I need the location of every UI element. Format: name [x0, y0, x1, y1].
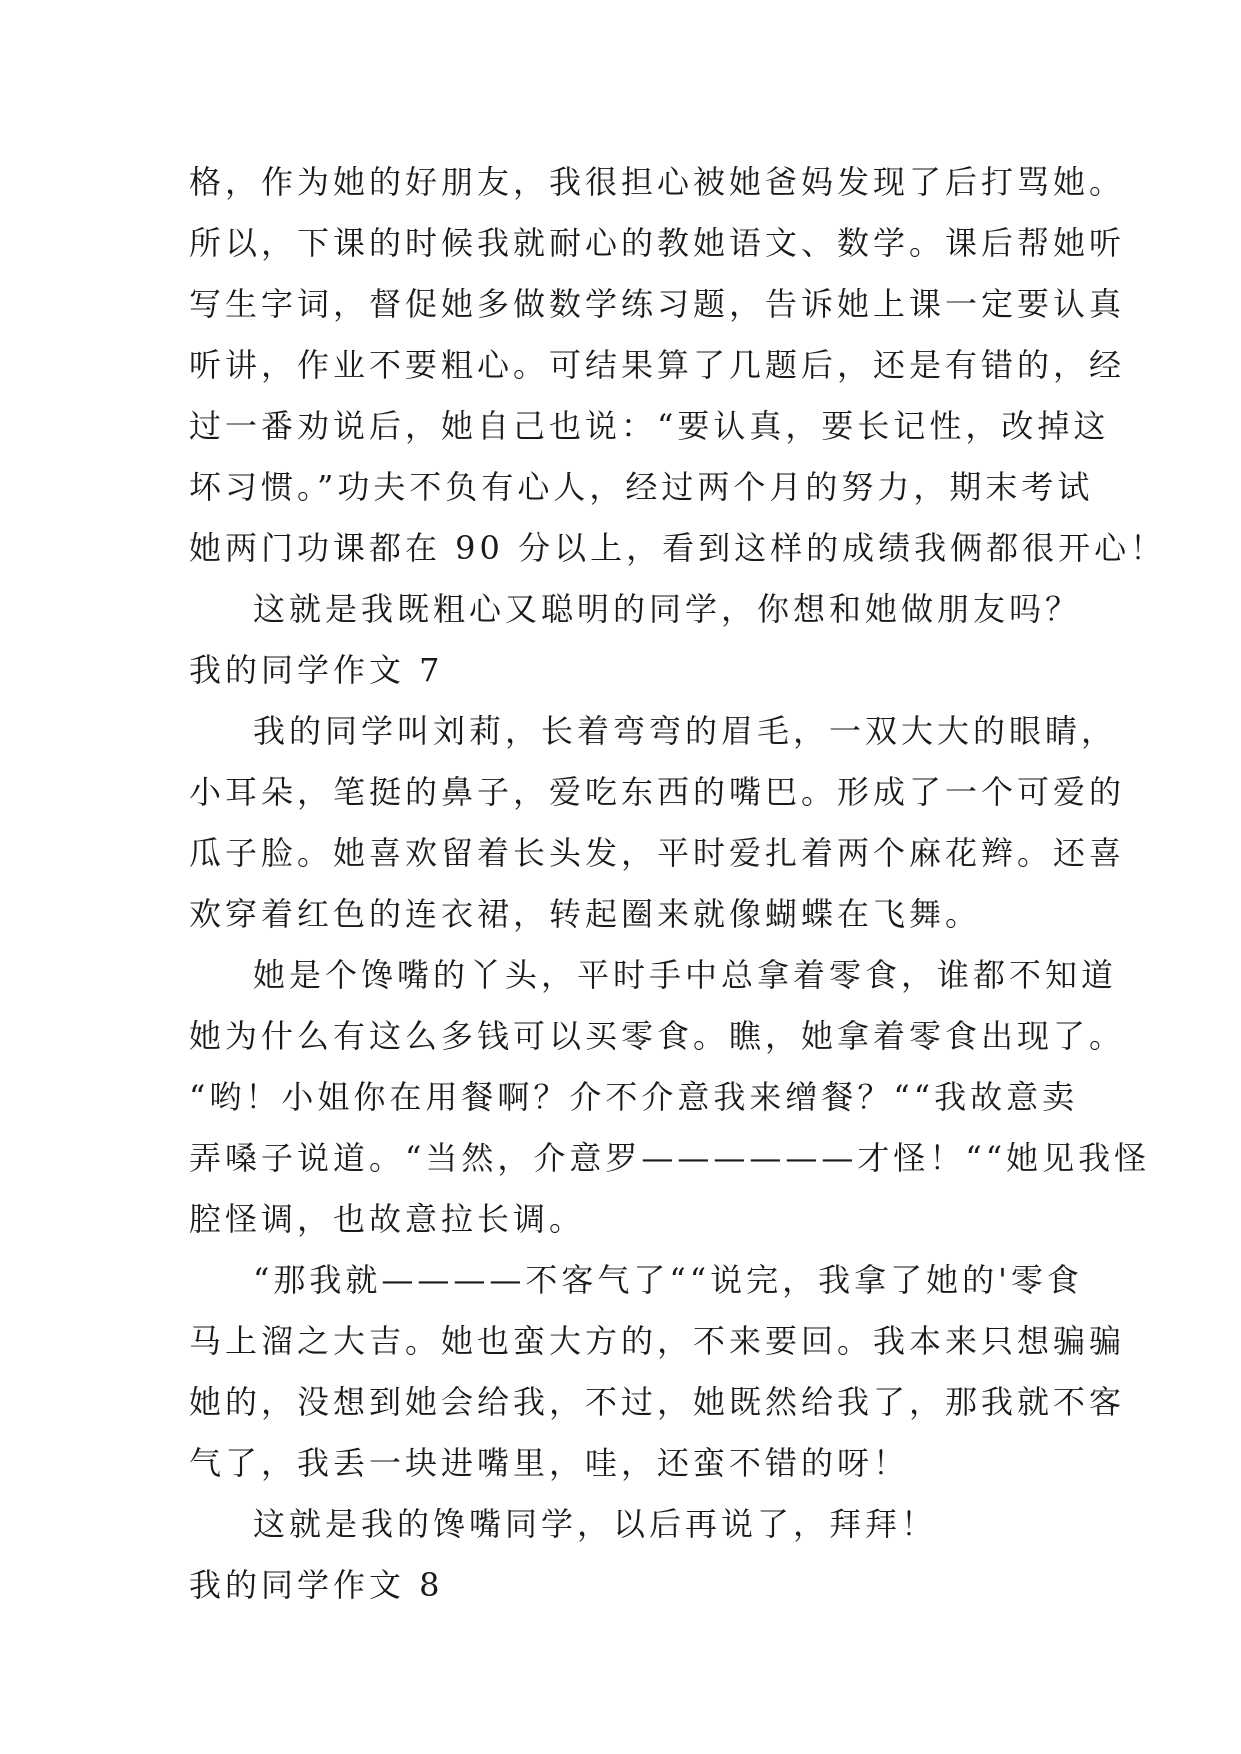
text-line: 瓜子脸。她喜欢留着长头发，平时爱扎着两个麻花辫。还喜 [189, 834, 1126, 872]
text-line: 她是个馋嘴的丫头，平时手中总拿着零食，谁都不知道 [253, 956, 1118, 994]
text-line: 过一番劝说后，她自己也说：“要认真，要长记性，改掉这 [189, 407, 1110, 445]
section-heading: 我的同学作文 7 [189, 651, 444, 689]
text-line: 坏习惯。”功夫不负有心人，经过两个月的努力，期末考试 [189, 468, 1094, 506]
text-line: 小耳朵，笔挺的鼻子，爱吃东西的嘴巴。形成了一个可爱的 [189, 773, 1126, 811]
text-line: 这就是我的馋嘴同学，以后再说了，拜拜！ [253, 1505, 938, 1543]
text-line: 我的同学叫刘莉，长着弯弯的眉毛，一双大大的眼睛， [253, 712, 1118, 750]
text-line: 所以，下课的时候我就耐心的教她语文、数学。课后帮她听 [189, 224, 1126, 262]
text-line: 马上溜之大吉。她也蛮大方的，不来要回。我本来只想骗骗 [189, 1322, 1126, 1360]
section-heading: 我的同学作文 8 [189, 1566, 444, 1604]
text-line: 她的，没想到她会给我，不过，她既然给我了，那我就不客 [189, 1383, 1126, 1421]
text-line: “哟！小姐你在用餐啊？介不介意我来缯餐？““我故意卖 [189, 1078, 1079, 1116]
text-line: 格，作为她的好朋友，我很担心被她爸妈发现了后打骂她。 [189, 163, 1126, 201]
text-line: 听讲，作业不要粗心。可结果算了几题后，还是有错的，经 [189, 346, 1126, 384]
text-line: 她为什么有这么多钱可以买零食。瞧，她拿着零食出现了。 [189, 1017, 1126, 1055]
text-line: 欢穿着红色的连衣裙，转起圈来就像蝴蝶在飞舞。 [189, 895, 982, 933]
document-body [189, 152, 1167, 1616]
text-line: 腔怪调，也故意拉长调。 [189, 1200, 586, 1238]
text-line: 这就是我既粗心又聪明的同学，你想和她做朋友吗？ [253, 590, 1082, 628]
text-line: 气了，我丢一块进嘴里，哇，还蛮不错的呀！ [189, 1444, 910, 1482]
text-line: “那我就————不客气了““说完，我拿了她的'零食 [253, 1261, 1083, 1299]
text-line: 写生字词，督促她多做数学练习题，告诉她上课一定要认真 [189, 285, 1126, 323]
text-line: 弄嗓子说道。“当然，介意罗——————才怪！““她见我怪 [189, 1139, 1151, 1177]
text-line: 她两门功课都在 90 分以上，看到这样的成绩我俩都很开心！ [189, 529, 1167, 567]
